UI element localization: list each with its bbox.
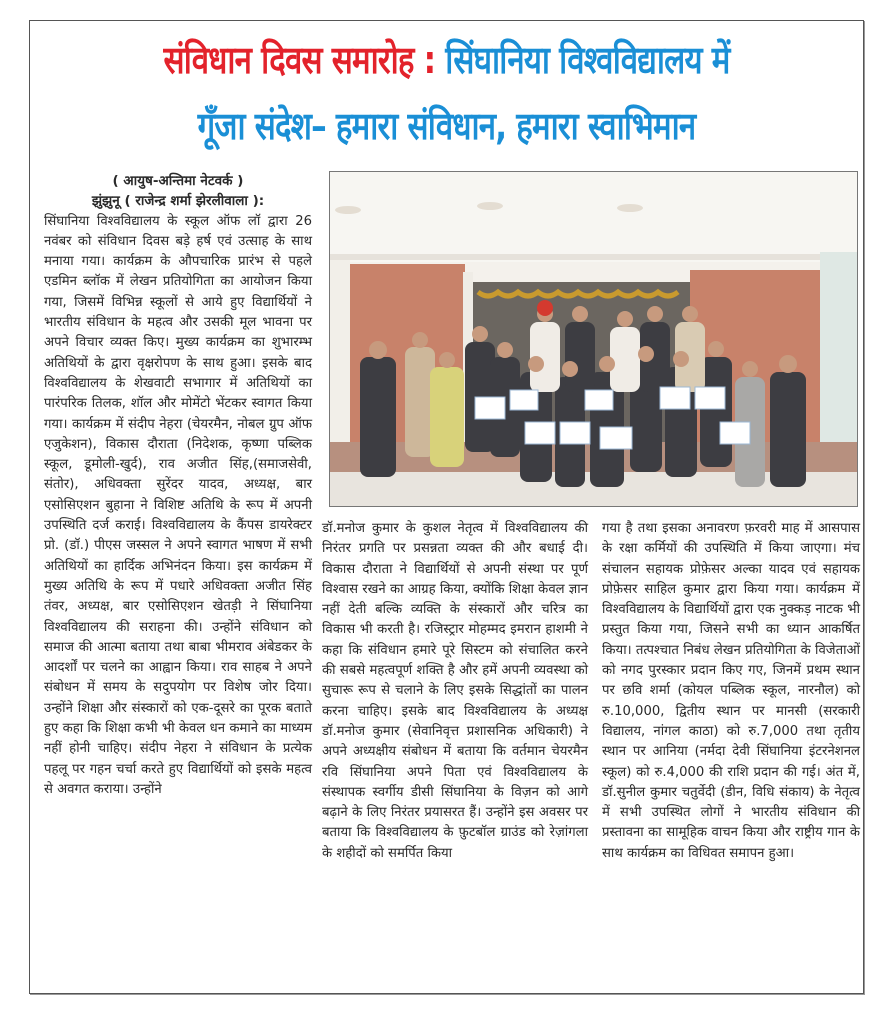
byline-agency: ( आयुष-अन्तिमा नेटवर्क ) — [112, 173, 244, 189]
article-text-left: सिंघानिया विश्वविद्यालय के स्कूल ऑफ लॉ द्वारा 26 नवंबर को संविधान दिवस बड़े हर्ष एवं उत्साह के साथ मनाया गया। कार्यक्रम के औपचारिक प्रारंभ से पहले एडमिन ब्लॉक में लेखन प्रतियोगिता का आयोजन किया गया, जिसमें विभिन्न स्कूलों से आये हुए विद्यार्थियों ने भारतीय संविधान के महत्व और उसकी मूल भावना पर अपने विचार व्यक्त किए। मुख्य कार्यक्रम का शुभारम्भ अतिथियों के द्वारा वृक्षरोपण के साथ हुआ। इसके बाद विश्वविद्यालय के शेखवाटी सभागार में अतिथियों का पारंपरिक तिलक, शॉल और मोमेंटो भेंटकर स्वागत किया गया। कार्यक्रम में संदीप नेहरा (चेयरमैन, नोबल ग्रुप ऑफ एजुकेशन), विकास दौराता (निदेशक, कृष्णा पब्लिक स्कूल, डूमोली-खुर्द), राव अजीत सिंह,(समाजसेवी, संतोर), अधिवक्ता सुरेंदर यादव, अध्यक्ष, बार एसोसिएशन बुहाना ने विशिष्ट अतिथि के रूप में अपनी उपस्थिति दर्ज कराई। विश्वविद्यालय के कैंपस डायरेक्टर प्रो. (डॉ.) पीएस जस्सल ने अपने स्वागत भाषण में सभी अतिथियों का हार्दिक अभिनंदन किया। इस कार्यक्रम में मुख्य अतिथि के रूप में पधारे अधिवक्ता अजीत सिंह तंवर, अध्यक्ष, बार एसोसिएशन खेतड़ी ने सिंघानिया विश्वविद्यालय की सराहना की। उन्होंने संविधान को समाज की आत्मा बताया तथा बाबा भीमराव अंबेडकर के आदर्शों पर चलने का आह्वान किया। राव साहब ने अपने संबोधन में समय के सदुपयोग पर विशेष जोर दिया। उन्होंने शिक्षा और संस्कारों को एक-दूसरे का पूरक बताते हुए कहा कि शिक्षा कभी भी केवल धन कमाने का माध्यम नहीं होनी चाहिए। संदीप नेहरा ने संविधान के प्रत्येक पहलू पर गहन चर्चा करते हुए विद्यार्थियों को इसके महत्व से अवगत कराया। उन्होंने — [44, 213, 312, 797]
headline-red-part: संविधान दिवस समारोह : — [163, 38, 436, 82]
event-group-photo — [329, 171, 858, 507]
article-middle-column — [322, 519, 588, 864]
byline-dateline: झुंझुनू ( राजेन्द्र शर्मा झेरलीवाला ): — [91, 193, 265, 210]
headline-blue-part: सिंघानिया विश्वविद्यालय में — [445, 38, 730, 82]
article-text-right: गया है तथा इसका अनावरण फ़रवरी माह में आसपास के रक्षा कर्मियों की उपस्थिति में किया जाएगा। मंच संचालन सहायक प्रोफ़ेसर अल्का यादव एवं सहायक प्रोफ़ेसर साहिल कुमार द्वारा किया गया। कार्यक्रम में विश्वविद्यालय के विद्यार्थियों द्वारा एक नुक्कड़ नाटक भी प्रस्तुत किया गया, जिसने सभी का ध्यान आकर्षित किया। तत्पश्चात निबंध लेखन प्रतियोगिता के विजेताओं को नगद पुरस्कार प्रदान किए गए, जिनमें प्रथम स्थान पर छवि शर्मा (कोयल पब्लिक स्कूल, नारनौल) को रु.10,000, द्वितीय स्थान पर मानसी (सरकारी विद्यालय, नांगल काठा) को रु.7,000 तथा तृतीय स्थान पर आनिया (नर्मदा देवी सिंघानिया इंटरनेशनल स्कूल) को रु.4,000 की राशि प्रदान की गई। अंत में, डॉ.सुनील कुमार चतुर्वेदी (डीन, विधि संकाय) के नेतृत्व में सभी उपस्थित लोगों ने भारतीय संविधान की प्रस्तावना का सामूहिक वाचन किया और राष्ट्रीय गान के साथ कार्यक्रम का विधिवत समापन हुआ। — [602, 521, 860, 861]
article-left-column — [44, 171, 312, 800]
group-photo-icon — [330, 172, 857, 506]
headline-line-1 — [105, 35, 788, 85]
article-text-middle: डॉ.मनोज कुमार के कुशल नेतृत्व में विश्वविद्यालय की निरंतर प्रगति पर प्रसन्नता व्यक्त की और बधाई दी। विकास दौराता ने विद्यार्थियों से अपनी संस्था पर पूर्ण विश्वास रखने का आग्रह किया, क्योंकि शिक्षा केवल ज्ञान नहीं देती बल्कि व्यक्ति के संस्कारों और चरित्र का विकास भी करती है। रजिस्ट्रार मोहम्मद इमरान हाशमी ने कहा कि संविधान हमारे पूरे सिस्टम को संचालित करने की सबसे महत्वपूर्ण शक्ति है और हमें अपनी व्यवस्था को सुचारू रूप से चलाने के लिए इसके सिद्धांतों का पालन करना चाहिए। इसके बाद विश्वविद्यालय के अध्यक्ष डॉ.मनोज कुमार (सेवानिवृत्त प्रशासनिक अधिकारी) ने अपने अध्यक्षीय संबोधन में बताया कि वर्तमान चेयरमैन रवि सिंघानिया अपने पिता एवं विश्वविद्यालय के संस्थापक स्वर्गीय डीसी सिंघानिया के विज़न को आगे बढ़ाने के लिए निरंतर प्रयासरत हैं। उन्होंने इस अवसर पर बताया कि विश्वविद्यालय के फ़ुटबॉल ग्राउंड को रेज़ांगला के शहीदों को समर्पित किया — [322, 521, 588, 861]
article-right-column — [602, 519, 860, 864]
headline-line-2: गूँजा संदेश– हमारा संविधान, हमारा स्वाभिमान — [197, 104, 696, 148]
news-clipping-frame — [29, 20, 864, 994]
